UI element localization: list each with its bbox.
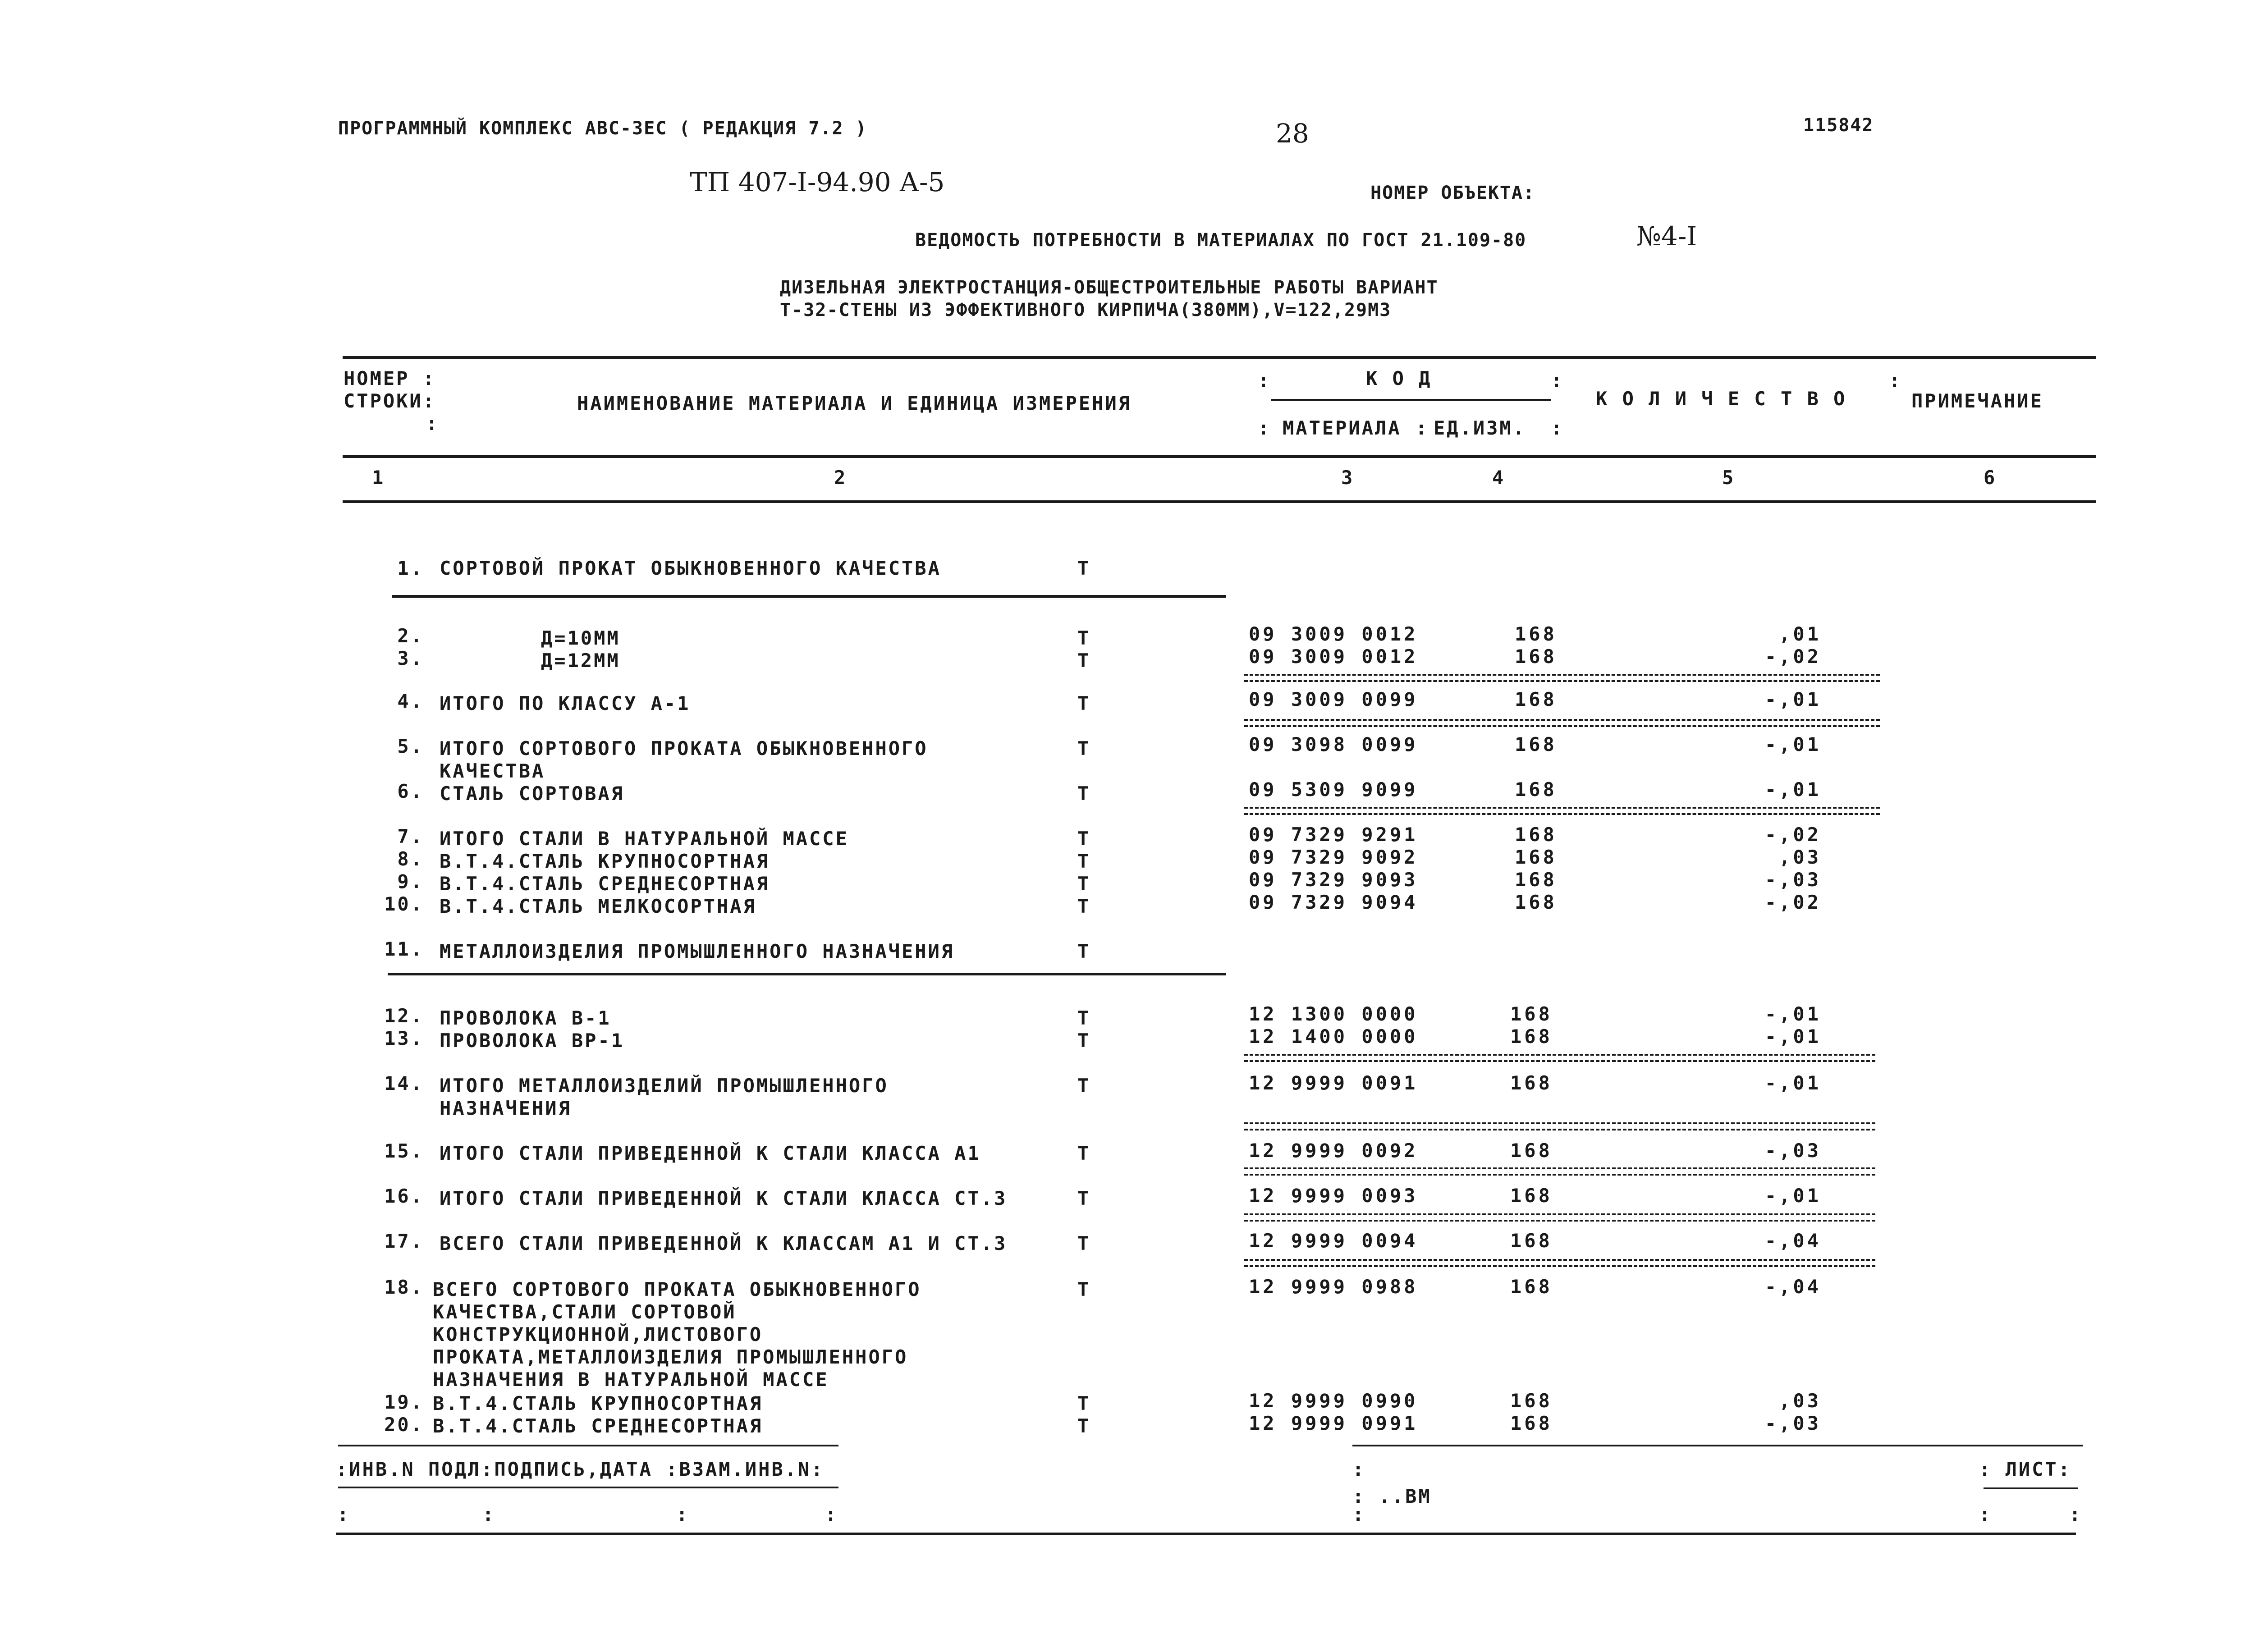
unit-code: 168 [1515,824,1557,846]
project-code: ТП 407-I-94.90 А-5 [690,167,945,197]
unit: Т [1077,850,1091,872]
unit-code: 168 [1515,869,1557,891]
quantity: -,03 [1764,1139,1821,1162]
unit: Т [1077,1075,1091,1097]
material-code: 12 9999 0092 [1249,1139,1418,1162]
material-name: ИТОГО СТАЛИ ПРИВЕДЕННОЙ К СТАЛИ КЛАССА А1 [440,1142,981,1164]
quantity: -,01 [1764,1185,1821,1207]
material-code: 12 9999 0091 [1249,1072,1418,1094]
col-code: К О Д [1366,367,1432,389]
unit: Т [1077,1187,1091,1209]
material-code: 09 3098 0099 [1249,733,1418,755]
page-number: 28 [1276,118,1309,149]
material-name: В.Т.4.СТАЛЬ КРУПНОСОРТНАЯ [433,1392,763,1414]
row-number: 19. [384,1391,424,1413]
note-sep: : [1889,370,1902,392]
material-code: 09 3009 0012 [1249,645,1418,668]
header-top-rule [343,356,2096,359]
row-number: 18. [384,1276,424,1298]
code-sep-left-top: : [1258,370,1271,392]
unit: Т [1077,650,1091,672]
row-number: 5. [397,735,424,757]
quantity: -,02 [1764,645,1821,668]
material-name: ВСЕГО СОРТОВОГО ПРОКАТА ОБЫКНОВЕННОГО [433,1278,921,1300]
double-rule [1244,674,1880,682]
col-row-number-sep: : [426,412,440,435]
row-number: 9. [397,870,424,892]
material-name: ВСЕГО СТАЛИ ПРИВЕДЕННОЙ К КЛАССАМ А1 И СТ.3 [440,1232,1008,1254]
col-num-5: 5 [1722,467,1736,489]
quantity: -,01 [1764,778,1821,801]
double-rule [1244,1259,1875,1267]
quantity: -,02 [1764,824,1821,846]
unit: Т [1077,737,1091,760]
row-number: 14. [384,1072,424,1094]
unit-code: 168 [1510,1412,1553,1434]
col-note: ПРИМЕЧАНИЕ [1911,390,2043,412]
header-bottom-rule [343,500,2096,503]
unit-code: 168 [1510,1003,1553,1025]
format-label: : ..ВМ [1352,1485,1432,1507]
col-material-name: НАИМЕНОВАНИЕ МАТЕРИАЛА И ЕДИНИЦА ИЗМЕРЕНИЯ [577,392,1132,414]
material-name: В.Т.4.СТАЛЬ КРУПНОСОРТНАЯ [440,850,770,872]
doc-code: 115842 [1803,115,1874,136]
unit-code: 168 [1515,846,1557,868]
unit: Т [1077,1415,1091,1437]
double-rule [1244,1054,1875,1062]
format-sep: : [1352,1458,1366,1480]
row-number: 10. [384,893,424,915]
unit: Т [1077,557,1091,579]
material-name: Д=10ММ [541,627,620,649]
row-number: 3. [397,647,424,669]
section-rule [388,973,1226,975]
material-name: Д=12ММ [541,650,620,672]
quantity: -,03 [1764,869,1821,891]
col-num-6: 6 [1984,467,1997,489]
material-code: 12 9999 0988 [1249,1276,1418,1298]
unit-code: 168 [1515,733,1557,755]
row-number: 16. [384,1185,424,1207]
stamp-top-rule [338,1445,838,1446]
col-num-3: 3 [1341,467,1355,489]
format-sep: : [1352,1503,1366,1525]
material-name: ИТОГО ПО КЛАССУ А-1 [440,692,691,714]
double-rule [1244,1122,1875,1130]
unit: Т [1077,627,1091,649]
code-sep-right-bottom: : [1551,417,1564,439]
double-rule [1244,1167,1875,1176]
double-rule [1244,1213,1875,1222]
col-code-material: МАТЕРИАЛА [1283,417,1402,439]
unit-code: 168 [1515,623,1557,645]
row-number: 15. [384,1140,424,1162]
quantity: -,01 [1764,1003,1821,1025]
header-mid-rule [343,455,2096,458]
unit-code: 168 [1510,1025,1553,1048]
material-code: 12 9999 0094 [1249,1230,1418,1252]
quantity: -,01 [1764,1025,1821,1048]
quantity: -,01 [1764,1072,1821,1094]
unit: Т [1077,692,1091,714]
sheet-label: : ЛИСТ: [1979,1458,2072,1480]
unit-code: 168 [1510,1185,1553,1207]
code-sep-left-bottom: : [1258,417,1271,439]
unit-code: 168 [1510,1276,1553,1298]
object-number-label: НОМЕР ОБЪЕКТА: [1370,183,1535,203]
material-name-cont: НАЗНАЧЕНИЯ В НАТУРАЛЬНОЙ МАССЕ [433,1368,829,1391]
material-name: МЕТАЛЛОИЗДЕЛИЯ ПРОМЫШЛЕННОГО НАЗНАЧЕНИЯ [440,940,955,962]
unit-code: 168 [1515,645,1557,668]
object-title-line-2: Т-32-СТЕНЫ ИЗ ЭФФЕКТИВНОГО КИРПИЧА(380ММ),V=122,29М3 [780,300,1392,320]
material-name: ИТОГО СТАЛИ ПРИВЕДЕННОЙ К СТАЛИ КЛАССА СТ.3 [440,1187,1008,1209]
sheet-divider [1984,1487,2078,1489]
unit: Т [1077,1232,1091,1254]
row-number: 17. [384,1230,424,1252]
row-number: 1. [397,557,424,579]
code-sep-right-top: : [1551,370,1564,392]
stamp-top-rule-right [1352,1445,2083,1446]
col-row-number-line-2: СТРОКИ: [344,390,436,412]
material-code: 09 7329 9093 [1249,869,1418,891]
unit: Т [1077,1392,1091,1414]
row-number: 7. [397,825,424,847]
row-number: 11. [384,938,424,960]
unit: Т [1077,873,1091,895]
material-name: СТАЛЬ СОРТОВАЯ [440,783,625,805]
col-code-unit: ЕД.ИЗМ. [1434,417,1526,439]
unit: Т [1077,1030,1091,1052]
row-number: 2. [397,625,424,647]
code-divider [1271,399,1551,401]
material-name-cont: КОНСТРУКЦИОННОЙ,ЛИСТОВОГО [433,1323,763,1345]
quantity: ,03 [1779,1390,1821,1412]
material-code: 09 7329 9094 [1249,891,1418,913]
sheet-sep: : [1979,1503,1993,1525]
unit-code: 168 [1510,1072,1553,1094]
sheet-sep: : [2069,1503,2083,1525]
code-sep-mid: : [1416,417,1429,439]
material-code: 09 7329 9092 [1249,846,1418,868]
stamp-labels: :ИНВ.N ПОДЛ:ПОДПИСЬ,ДАТА :ВЗАМ.ИНВ.N: [336,1458,825,1480]
quantity: -,04 [1764,1230,1821,1252]
unit: Т [1077,940,1091,962]
material-name-cont: КАЧЕСТВА [440,760,545,782]
row-number: 13. [384,1027,424,1049]
quantity: -,01 [1764,688,1821,710]
unit: Т [1077,783,1091,805]
material-code: 12 1400 0000 [1249,1025,1418,1048]
material-code: 12 9999 0093 [1249,1185,1418,1207]
stamp-bottom-rule [336,1533,2076,1535]
col-row-number-line-1: НОМЕР : [344,367,436,389]
stamp-cell-sep: : [482,1503,496,1525]
program-header: ПРОГРАММНЫЙ КОМПЛЕКС АВС-3ЕС ( РЕДАКЦИЯ 7.2 ) [338,118,867,139]
unit-code: 168 [1515,891,1557,913]
material-name: ИТОГО СОРТОВОГО ПРОКАТА ОБЫКНОВЕННОГО [440,737,928,760]
material-name: В.Т.4.СТАЛЬ СРЕДНЕСОРТНАЯ [440,873,770,895]
quantity: -,01 [1764,733,1821,755]
material-code: 12 9999 0990 [1249,1390,1418,1412]
material-code: 09 3009 0099 [1249,688,1418,710]
row-number: 20. [384,1414,424,1436]
unit: Т [1077,828,1091,850]
quantity: ,01 [1779,623,1821,645]
material-name-cont: КАЧЕСТВА,СТАЛИ СОРТОВОЙ [433,1301,737,1323]
stamp-cell-sep: : [825,1503,838,1525]
unit: Т [1077,1142,1091,1164]
unit-code: 168 [1515,778,1557,801]
col-num-4: 4 [1492,467,1506,489]
double-rule [1244,719,1880,727]
unit: Т [1077,1278,1091,1300]
col-num-1: 1 [372,467,385,489]
material-name: ИТОГО СТАЛИ В НАТУРАЛЬНОЙ МАССЕ [440,828,849,850]
statement-number: №4-I [1636,221,1697,252]
double-rule [1244,807,1880,815]
material-name: В.Т.4.СТАЛЬ МЕЛКОСОРТНАЯ [440,895,756,917]
quantity: -,03 [1764,1412,1821,1434]
section-rule [392,595,1226,598]
quantity: -,02 [1764,891,1821,913]
unit-code: 168 [1510,1230,1553,1252]
row-number: 8. [397,848,424,870]
unit-code: 168 [1510,1139,1553,1162]
row-number: 6. [397,780,424,802]
row-number: 12. [384,1005,424,1027]
col-num-2: 2 [834,467,848,489]
material-name-cont: НАЗНАЧЕНИЯ [440,1097,572,1119]
material-code: 12 9999 0991 [1249,1412,1418,1434]
material-code: 12 1300 0000 [1249,1003,1418,1025]
material-name: В.Т.4.СТАЛЬ СРЕДНЕСОРТНАЯ [433,1415,763,1437]
statement-title: ВЕДОМОСТЬ ПОТРЕБНОСТИ В МАТЕРИАЛАХ ПО ГОСТ 21.109-80 [915,230,1527,251]
row-number: 4. [397,690,424,712]
unit: Т [1077,895,1091,917]
quantity: ,03 [1779,846,1821,868]
material-code: 09 3009 0012 [1249,623,1418,645]
material-name: СОРТОВОЙ ПРОКАТ ОБЫКНОВЕННОГО КАЧЕСТВА [440,557,941,579]
quantity: -,04 [1764,1276,1821,1298]
material-name: ИТОГО МЕТАЛЛОИЗДЕЛИЙ ПРОМЫШЛЕННОГО [440,1075,889,1097]
unit: Т [1077,1007,1091,1029]
unit-code: 168 [1515,688,1557,710]
stamp-cell-sep: : [337,1503,351,1525]
material-code: 09 5309 9099 [1249,778,1418,801]
material-name: ПРОВОЛОКА В-1 [440,1007,611,1029]
material-name: ПРОВОЛОКА ВР-1 [440,1030,625,1052]
material-code: 09 7329 9291 [1249,824,1418,846]
col-quantity: К О Л И Ч Е С Т В О [1596,388,1847,410]
object-title-line-1: ДИЗЕЛЬНАЯ ЭЛЕКТРОСТАНЦИЯ-ОБЩЕСТРОИТЕЛЬНЫЕ РАБОТЫ ВАРИАНТ [780,277,1439,298]
material-name-cont: ПРОКАТА,МЕТАЛЛОИЗДЕЛИЯ ПРОМЫШЛЕННОГО [433,1346,908,1368]
stamp-mid-rule [338,1487,838,1488]
stamp-cell-sep: : [676,1503,690,1525]
unit-code: 168 [1510,1390,1553,1412]
